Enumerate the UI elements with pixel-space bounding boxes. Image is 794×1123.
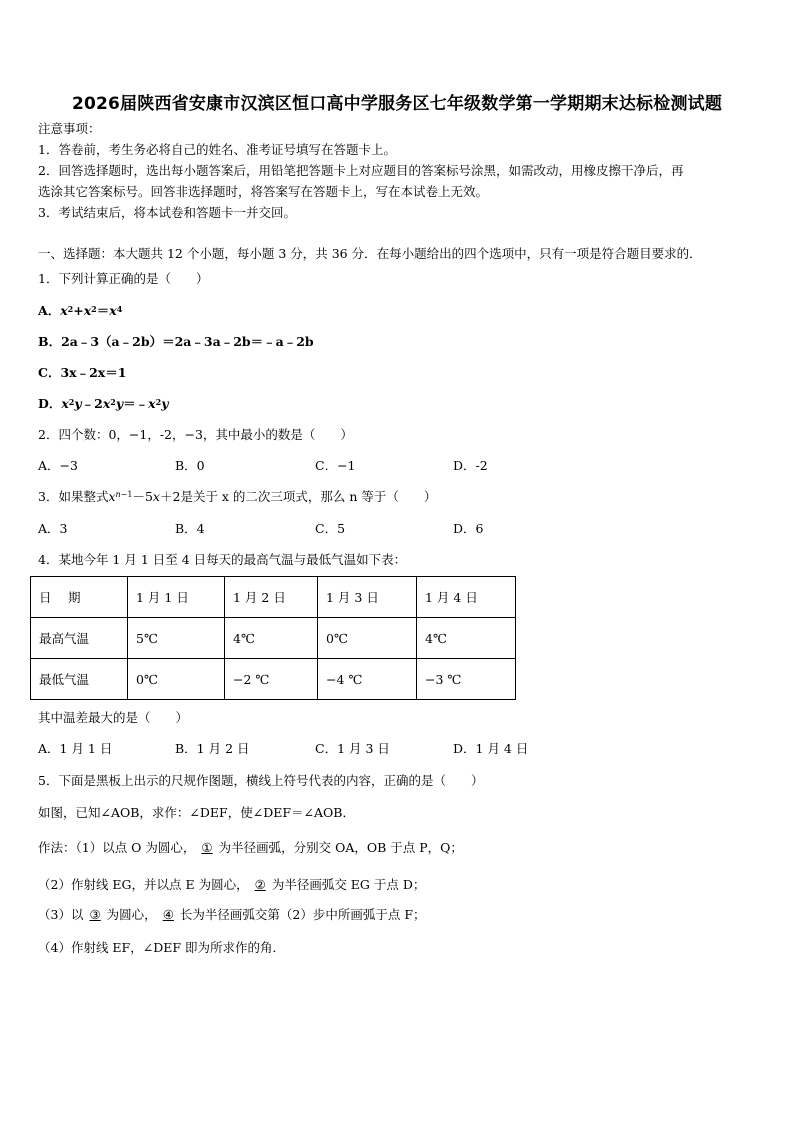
question-1-option-d: D．$x^2y﹣2x^2y=﹣x^2y$ (38, 396, 169, 411)
blank-1: ① (201, 840, 213, 855)
question-5-stem: 5．下面是黑板上出示的尺规作图题，横线上符号代表的内容，正确的是（ ） (38, 773, 484, 788)
option-label: D． (38, 396, 62, 411)
table-cell: 日 期 (31, 577, 128, 618)
step-text: （2）作射线 EG，并以点 E 为圆心， (38, 877, 249, 892)
question-3-suffix: 是关于 x 的二次三项式，那么 n 等于（ ） (180, 489, 437, 504)
question-1-option-c: C．3x﹣2x＝1 (38, 365, 127, 380)
question-2-stem: 2．四个数：0，−1，-2，−3，其中最小的数是（ ） (38, 427, 353, 442)
table-row (31, 618, 516, 659)
table-row (31, 659, 516, 700)
question-4-stem: 4．某地今年 1 月 1 日至 4 日每天的最高气温与最低气温如下表： (38, 552, 407, 567)
question-4-option-b: B．1 月 2 日 (175, 741, 250, 756)
notice-heading: 注意事项： (38, 121, 101, 136)
question-3-option-c: C．5 (315, 521, 346, 536)
temperature-table (30, 576, 516, 700)
table-cell: 0℃ (128, 659, 225, 700)
question-5-given: 如图，已知∠AOB，求作：∠DEF，使∠DEF＝∠AOB． (38, 805, 355, 820)
table-cell: −3 ℃ (417, 659, 516, 700)
table-cell: 0℃ (318, 618, 417, 659)
question-2-option-c: C．−1 (315, 458, 356, 473)
question-2-option-d: D．-2 (453, 458, 488, 473)
table-cell: 最低气温 (31, 659, 128, 700)
notice-item-3: 3．考试结束后，将本试卷和答题卡一并交回。 (38, 205, 296, 220)
question-2-option-a: A．−3 (38, 458, 78, 473)
table-cell: −2 ℃ (225, 659, 318, 700)
question-3-option-a: A．3 (38, 521, 68, 536)
question-1-option-a: A．$x^2+x^2=x^4$ (38, 303, 123, 318)
question-3-stem: 3．如果整式$x^{n-1}-5x+2$是关于 x 的二次三项式，那么 n 等于（ ） (38, 489, 437, 504)
question-4-option-c: C．1 月 3 日 (315, 741, 390, 756)
question-5-step-2 (38, 877, 425, 893)
table-cell: 4℃ (417, 618, 516, 659)
question-2-option-b: B．0 (175, 458, 205, 473)
step-text: 为半径画弧，分别交 OA，OB 于点 P，Q； (218, 840, 463, 855)
table-cell: 1 月 3 日 (318, 577, 417, 618)
step-text: 为半径画弧交 EG 于点 D； (271, 877, 426, 892)
notice-item-2: 2．回答选择题时，选出每小题答案后，用铅笔把答题卡上对应题目的答案标号涂黑，如需改动，用橡皮擦干净后，再 (38, 163, 684, 178)
table-header-row (31, 577, 516, 618)
table-cell: 1 月 1 日 (128, 577, 225, 618)
notice-item-1: 1．答卷前，考生务必将自己的姓名、准考证号填写在答题卡上。 (38, 142, 396, 157)
question-5-step-3 (38, 907, 426, 923)
blank-4: ④ (162, 907, 174, 922)
question-3-prefix: 3．如果整式 (38, 489, 109, 504)
table-cell: 1 月 2 日 (225, 577, 318, 618)
question-4-option-a: A．1 月 1 日 (38, 741, 113, 756)
blank-2: ② (254, 877, 266, 892)
question-5-step-4: （4）作射线 EF，∠DEF 即为所求作的角． (38, 940, 285, 955)
step-text: （3）以 (38, 907, 84, 922)
question-1-option-b: B．2a﹣3（a﹣2b）＝2a﹣3a﹣2b＝﹣a﹣2b (38, 334, 314, 349)
table-cell: −4 ℃ (318, 659, 417, 700)
option-label: A． (38, 303, 61, 318)
table-cell: 最高气温 (31, 618, 128, 659)
step-text: 为圆心， (106, 907, 157, 922)
blank-3: ③ (89, 907, 101, 922)
question-4-after: 其中温差最大的是（ ） (38, 710, 189, 725)
question-5-step-1 (38, 840, 463, 856)
question-3-option-d: D．6 (453, 521, 484, 536)
question-3-option-b: B．4 (175, 521, 205, 536)
question-4-option-d: D．1 月 4 日 (453, 741, 529, 756)
page-title: 2026届陕西省安康市汉滨区恒口高中学服务区七年级数学第一学期期末达标检测试题 (71, 94, 723, 114)
question-1-stem: 1．下列计算正确的是（ ） (38, 271, 209, 286)
table-cell: 1 月 4 日 (417, 577, 516, 618)
section-heading: 一、选择题：本大题共 12 个小题，每小题 3 分，共 36 分．在每小题给出的四个选项中，只有一项是符合题目要求的． (38, 246, 702, 261)
step-text: 长为半径画弧交第（2）步中所画弧于点 F； (179, 907, 426, 922)
notice-item-2-cont: 选涂其它答案标号。回答非选择题时，将答案写在答题卡上，写在本试卷上无效。 (38, 184, 489, 199)
table-cell: 5℃ (128, 618, 225, 659)
table-cell: 4℃ (225, 618, 318, 659)
step-text: 作法：（1）以点 O 为圆心， (38, 840, 196, 855)
